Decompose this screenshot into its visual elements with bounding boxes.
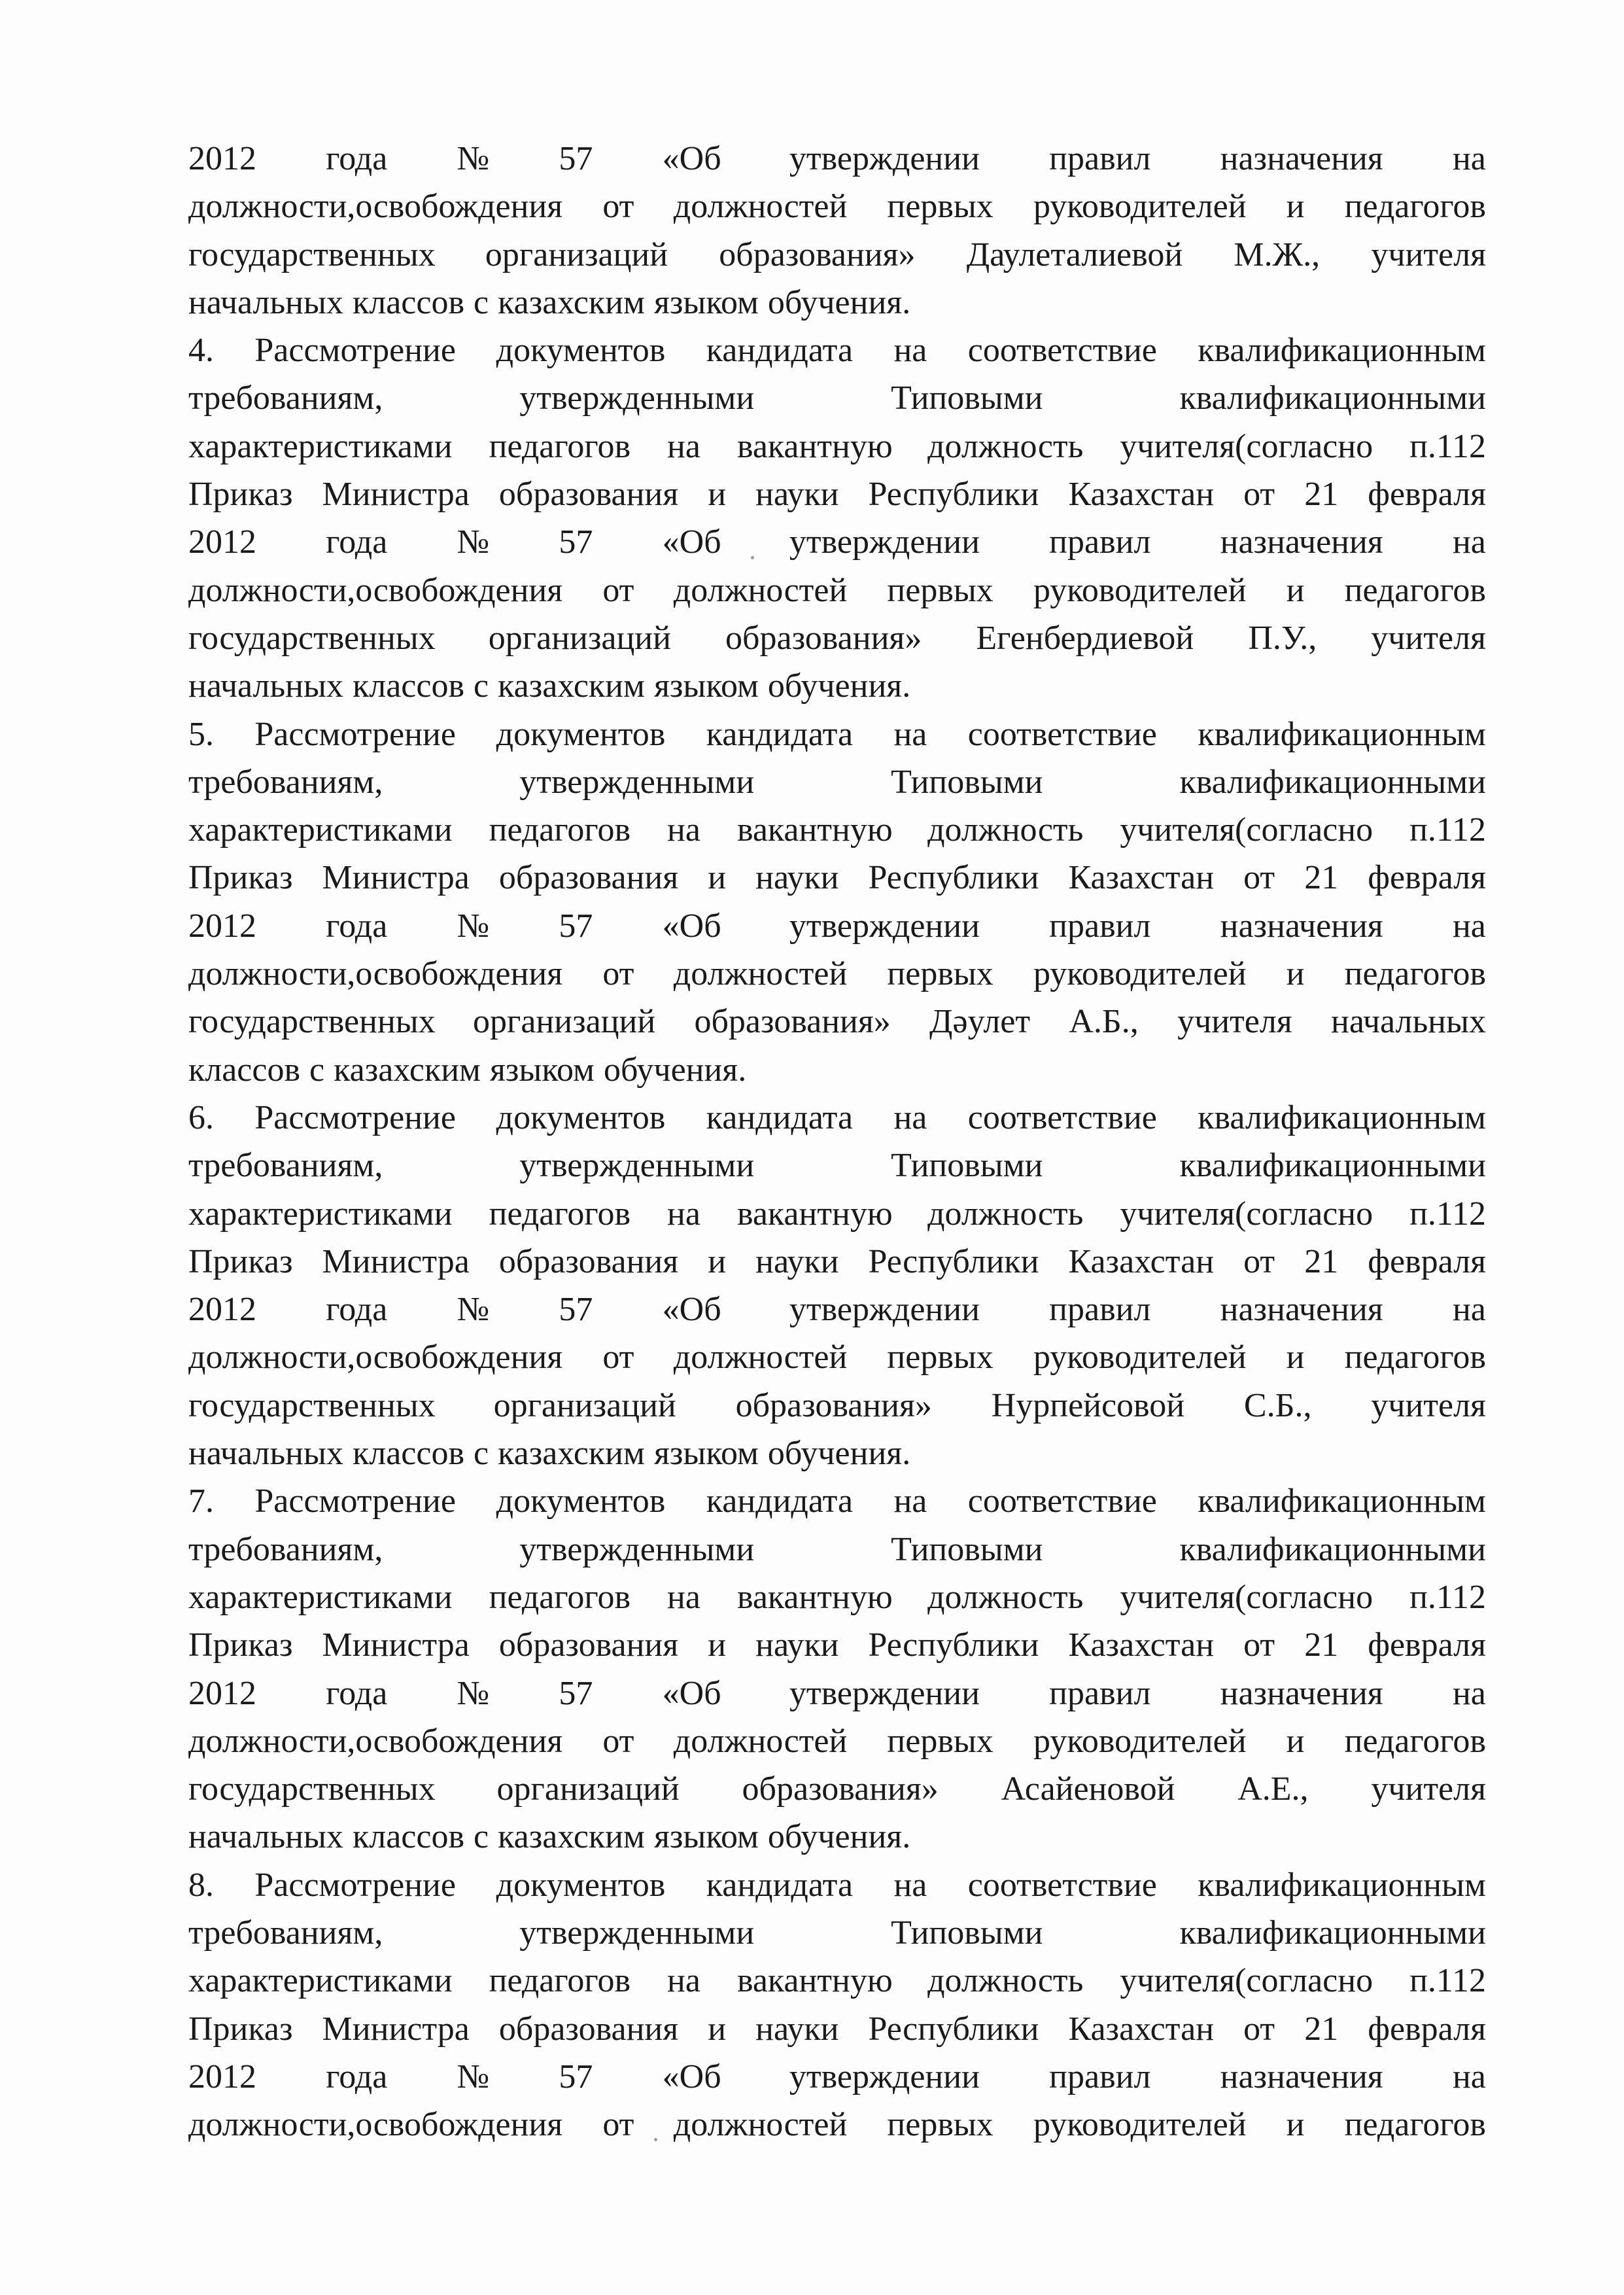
text-line: требованиям, утвержденными Типовыми квалификационными	[188, 763, 1486, 801]
text-line: характеристиками педагогов на вакантную должность учителя(согласно п.112	[188, 1962, 1486, 2000]
text-line: требованиям, утвержденными Типовыми квалификационными	[188, 1914, 1486, 1952]
text-line: 2012 года № 57 «Об утверждении правил назначения на	[188, 1291, 1486, 1329]
text-line: Приказ Министра образования и науки Республики Казахстан от 21 февраля	[188, 859, 1486, 897]
text-line: 2012 года № 57 «Об утверждении правил назначения на	[188, 140, 1486, 177]
scan-speck	[654, 2138, 657, 2141]
text-line: 6. Рассмотрение документов кандидата на соответствие квалификационным	[188, 1098, 1486, 1136]
text-line: 8. Рассмотрение документов кандидата на соответствие квалификационным	[188, 1866, 1486, 1904]
text-line: государственных организаций образования» Даулеталиевой М.Ж., учителя	[188, 236, 1486, 273]
text-line: характеристиками педагогов на вакантную должность учителя(согласно п.112	[188, 427, 1486, 465]
text-line: 2012 года № 57 «Об утверждении правил назначения на	[188, 523, 1486, 561]
text-line: Приказ Министра образования и науки Республики Казахстан от 21 февраля	[188, 1626, 1486, 1664]
text-line: начальных классов с казахским языком обучения.	[188, 283, 911, 321]
text-line: Приказ Министра образования и науки Республики Казахстан от 21 февраля	[188, 476, 1486, 514]
text-line: должности,освобождения от должностей первых руководителей и педагогов	[188, 955, 1486, 993]
text-line: государственных организаций образования» Дәулет А.Б., учителя начальных	[188, 1003, 1486, 1041]
text-line: характеристиками педагогов на вакантную должность учителя(согласно п.112	[188, 1195, 1486, 1233]
paragraph	[188, 1861, 1486, 2149]
paragraph	[188, 1477, 1486, 1861]
text-line: начальных классов с казахским языком обучения.	[188, 667, 911, 705]
text-line: 5. Рассмотрение документов кандидата на соответствие квалификационным	[188, 715, 1486, 753]
text-line: 2012 года № 57 «Об утверждении правил назначения на	[188, 1674, 1486, 1712]
text-line: государственных организаций образования» Асайеновой А.Е., учителя	[188, 1770, 1486, 1808]
text-line: должности,освобождения от должностей первых руководителей и педагогов	[188, 1722, 1486, 1760]
text-line: Приказ Министра образования и науки Республики Казахстан от 21 февраля	[188, 2010, 1486, 2048]
text-line: должности,освобождения от должностей первых руководителей и педагогов	[188, 188, 1486, 226]
paragraph	[188, 326, 1486, 710]
text-line: государственных организаций образования» Егенбердиевой П.У., учителя	[188, 619, 1486, 657]
text-line: должности,освобождения от должностей первых руководителей и педагогов	[188, 2106, 1486, 2144]
text-line: государственных организаций образования» Нурпейсовой С.Б., учителя	[188, 1386, 1486, 1424]
paragraph	[188, 1094, 1486, 1477]
text-line: требованиям, утвержденными Типовыми квалификационными	[188, 1147, 1486, 1185]
text-line: должности,освобождения от должностей первых руководителей и педагогов	[188, 1339, 1486, 1376]
document-body	[188, 135, 1486, 2148]
text-line: характеристиками педагогов на вакантную должность учителя(согласно п.112	[188, 1578, 1486, 1616]
text-line: требованиям, утвержденными Типовыми квалификационными	[188, 1530, 1486, 1568]
text-line: характеристиками педагогов на вакантную должность учителя(согласно п.112	[188, 811, 1486, 849]
text-line: начальных классов с казахским языком обучения.	[188, 1435, 911, 1473]
text-line: 2012 года № 57 «Об утверждении правил назначения на	[188, 2058, 1486, 2095]
text-line: начальных классов с казахским языком обучения.	[188, 1818, 911, 1856]
scan-speck	[751, 556, 754, 559]
text-line: 4. Рассмотрение документов кандидата на соответствие квалификационным	[188, 332, 1486, 370]
paragraph	[188, 710, 1486, 1094]
paragraph	[188, 135, 1486, 326]
text-line: требованиям, утвержденными Типовыми квалификационными	[188, 379, 1486, 417]
text-line: 2012 года № 57 «Об утверждении правил назначения на	[188, 907, 1486, 945]
text-line: классов с казахским языком обучения.	[188, 1051, 747, 1089]
text-line: должности,освобождения от должностей первых руководителей и педагогов	[188, 571, 1486, 609]
text-line: Приказ Министра образования и науки Республики Казахстан от 21 февраля	[188, 1242, 1486, 1280]
text-line: 7. Рассмотрение документов кандидата на соответствие квалификационным	[188, 1482, 1486, 1520]
